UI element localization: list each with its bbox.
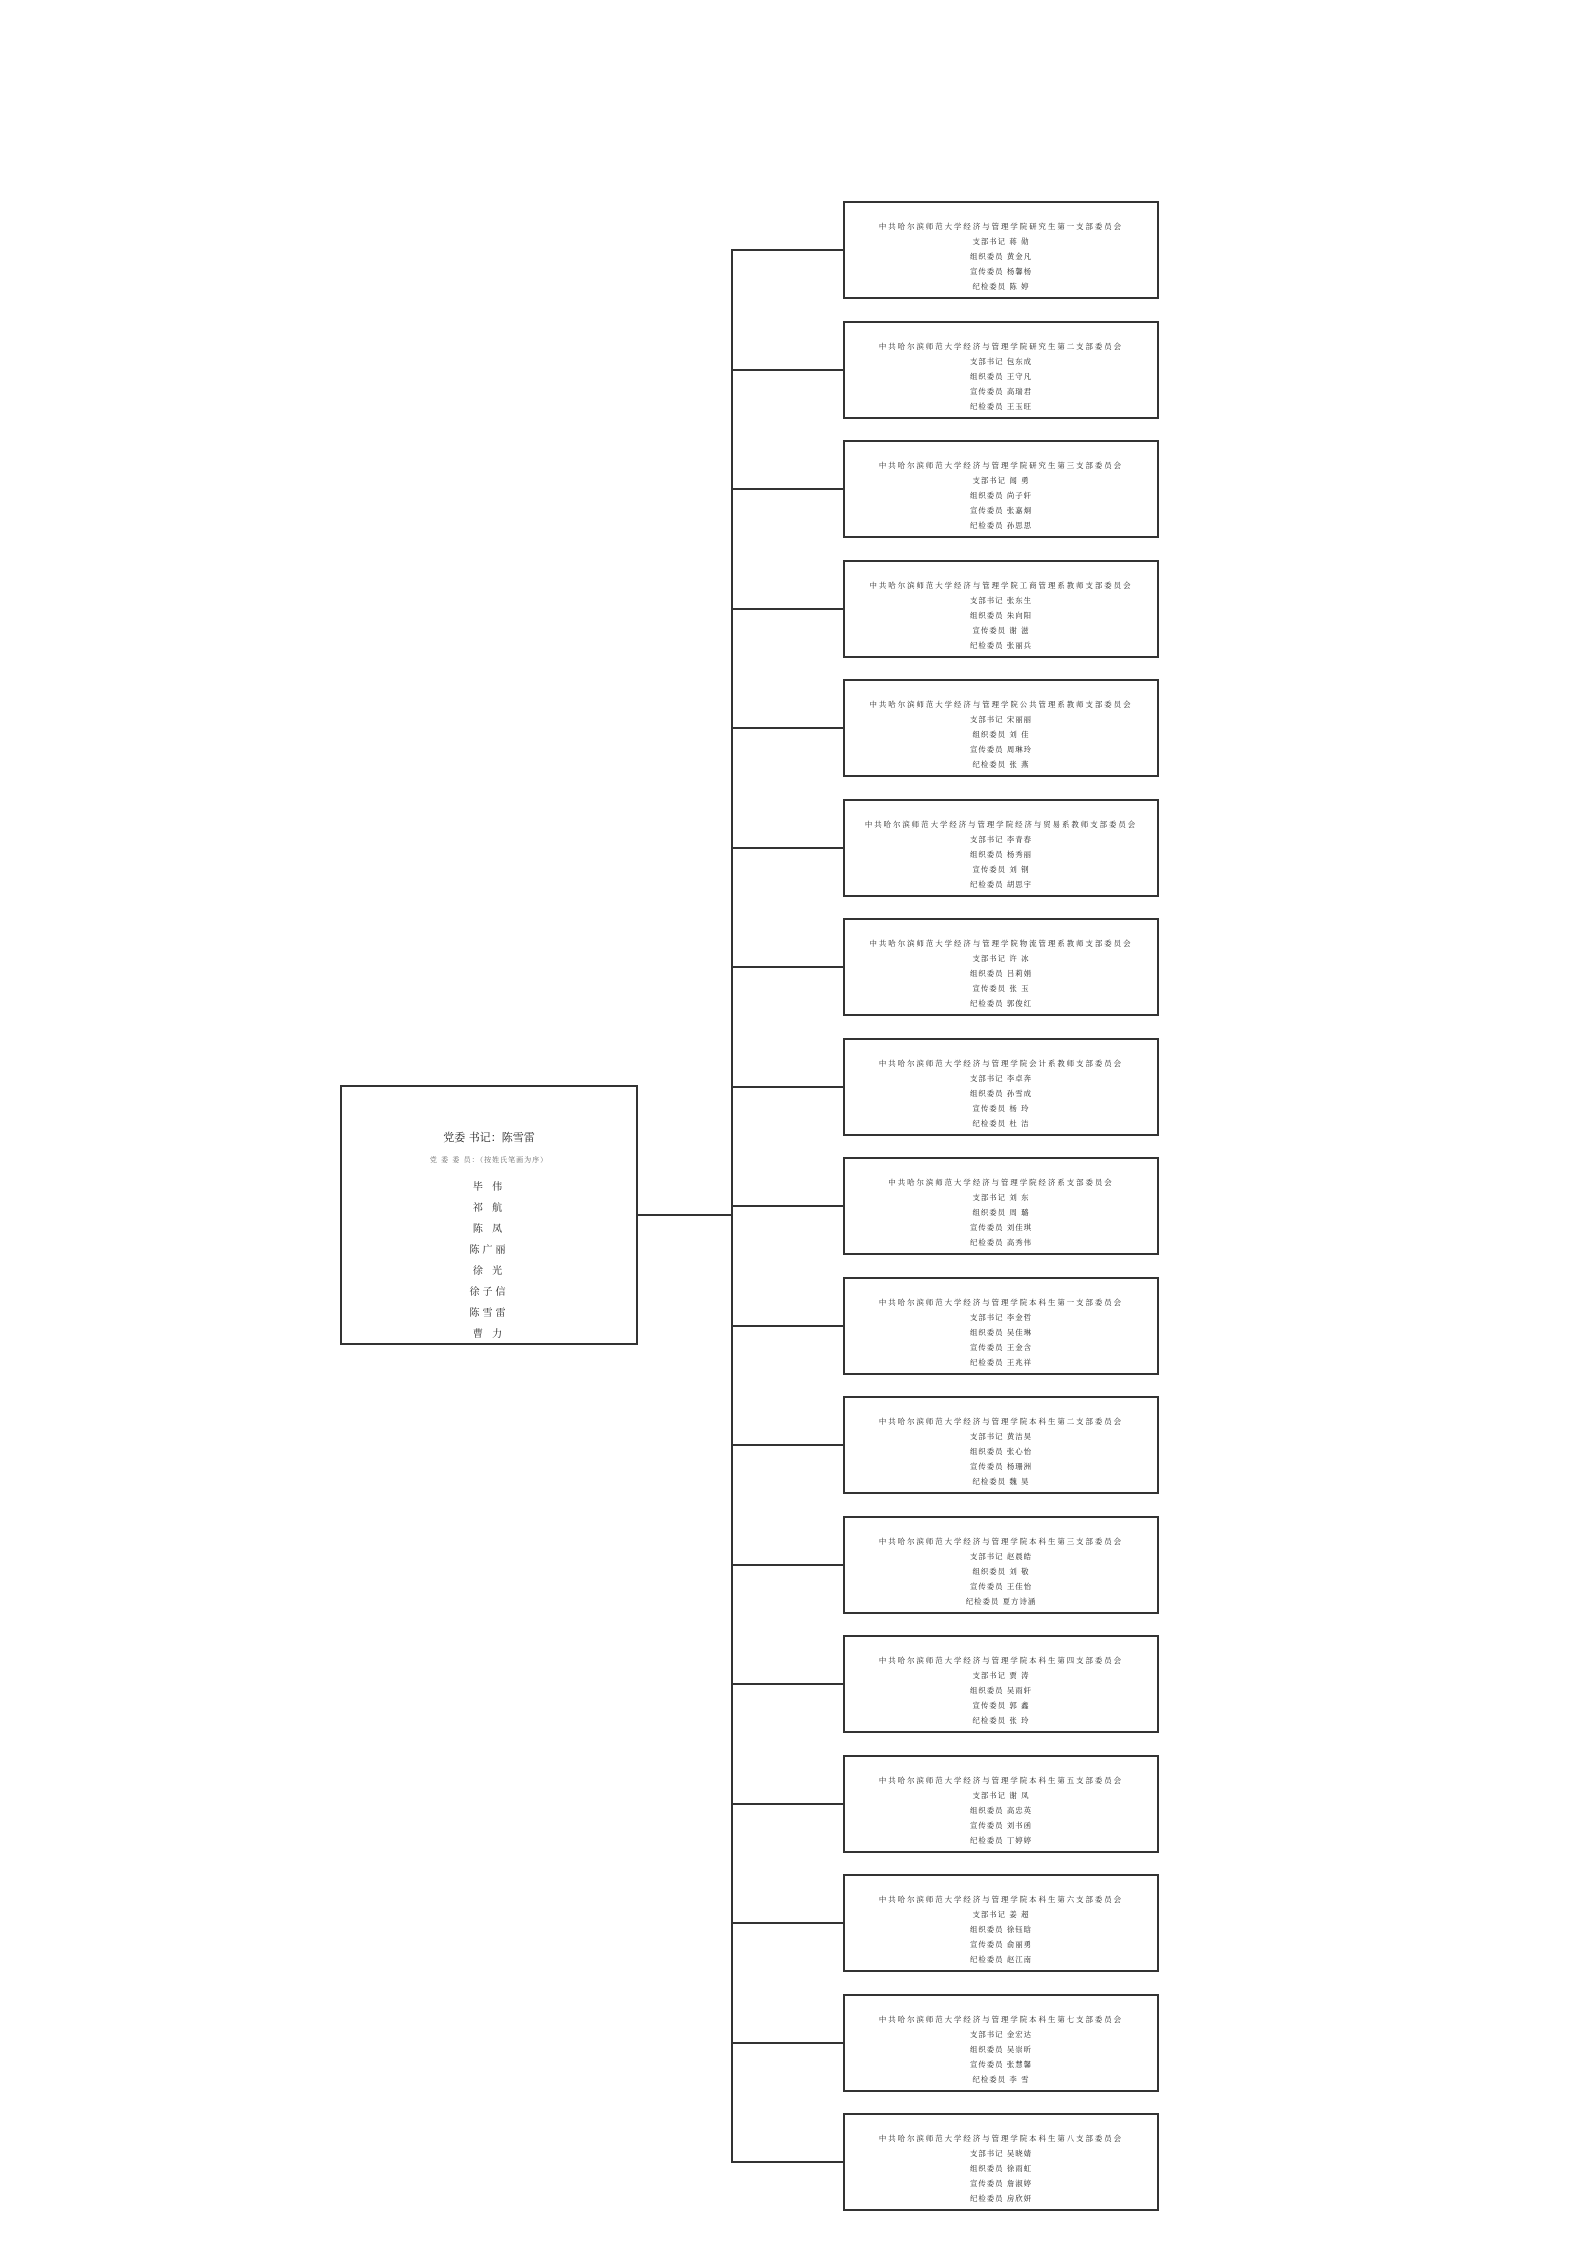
connector-line: [731, 2042, 843, 2044]
connector-line: [731, 608, 843, 610]
branch-officer: 纪检委员 张 燕: [972, 760, 1030, 769]
branch-officer: 宣传委员 谢 滋: [972, 626, 1030, 635]
branch-officer: 组织委员 徐钰晗: [969, 1925, 1033, 1934]
connector-line: [731, 1205, 843, 1207]
branch-committee-box: [843, 1277, 1159, 1375]
branch-officer: 支部书记 姜 超: [972, 1910, 1030, 1919]
branch-title: 中共哈尔滨师范大学经济与管理学院本科生第五支部委员会: [878, 1776, 1124, 1785]
committee-member: 陈雪雷: [469, 1308, 509, 1319]
branch-officer: 宣传委员 周琳玲: [969, 745, 1033, 754]
branch-title: 中共哈尔滨师范大学经济与管理学院本科生第八支部委员会: [878, 2134, 1124, 2143]
branch-committee-box: [843, 440, 1159, 538]
branch-officer: 纪检委员 丁婷婷: [969, 1836, 1033, 1845]
branch-officer: 宣传委员 王佳怡: [969, 1582, 1033, 1591]
branch-officer: 支部书记 贾 涛: [972, 1671, 1030, 1680]
branch-officer: 纪检委员 夏方诗涵: [965, 1597, 1037, 1606]
branch-officer: 宣传委员 刘佳琪: [969, 1223, 1033, 1232]
root-connector-line: [638, 1214, 733, 1216]
branch-officer: 支部书记 谢 凤: [972, 1791, 1030, 1800]
connector-line: [731, 847, 843, 849]
branch-officer: 组织委员 刘 敬: [972, 1567, 1030, 1576]
connector-line: [731, 1803, 843, 1805]
branch-title: 中共哈尔滨师范大学经济与管理学院研究生第一支部委员会: [878, 222, 1124, 231]
branch-officer: 纪检委员 杜 洁: [972, 1119, 1030, 1128]
branch-title: 中共哈尔滨师范大学经济与管理学院经济与贸易系教师支部委员会: [864, 820, 1138, 829]
committee-member: 徐子信: [469, 1287, 509, 1298]
trunk-line: [731, 249, 733, 2163]
branch-officer: 宣传委员 杨珊洲: [969, 1462, 1033, 1471]
committee-member: 徐 光: [472, 1266, 506, 1277]
branch-officer: 宣传委员 张 玉: [972, 984, 1030, 993]
branch-officer: 纪检委员 张丽兵: [969, 641, 1033, 650]
branch-committee-box: [843, 1874, 1159, 1972]
branch-officer: 组织委员 吴佳琳: [969, 1328, 1033, 1337]
branch-title: 中共哈尔滨师范大学经济与管理学院经济系支部委员会: [888, 1178, 1114, 1187]
branch-officer: 宣传委员 杨馨杨: [969, 267, 1033, 276]
branch-officer: 宣传委员 王金含: [969, 1343, 1033, 1352]
branch-title: 中共哈尔滨师范大学经济与管理学院本科生第六支部委员会: [878, 1895, 1124, 1904]
branch-officer: 支部书记 吴晓婧: [969, 2149, 1033, 2158]
branch-committee-box: [843, 679, 1159, 777]
branch-committee-box: [843, 321, 1159, 419]
connector-line: [731, 727, 843, 729]
committee-member: 陈 凤: [472, 1224, 506, 1235]
branch-officer: 宣传委员 张嘉炯: [969, 506, 1033, 515]
branch-officer: 组织委员 朱向阳: [969, 611, 1033, 620]
branch-title: 中共哈尔滨师范大学经济与管理学院研究生第二支部委员会: [878, 342, 1124, 351]
branch-officer: 支部书记 张东生: [969, 596, 1033, 605]
branch-officer: 纪检委员 王玉旺: [969, 402, 1033, 411]
branch-title: 中共哈尔滨师范大学经济与管理学院本科生第一支部委员会: [878, 1298, 1124, 1307]
branch-officer: 组织委员 王守凡: [969, 372, 1033, 381]
branch-officer: 支部书记 金宏达: [969, 2030, 1033, 2039]
branch-officer: 组织委员 高忠英: [969, 1806, 1033, 1815]
branch-title: 中共哈尔滨师范大学经济与管理学院会计系教师支部委员会: [878, 1059, 1124, 1068]
branch-officer: 纪检委员 魏 昊: [972, 1477, 1030, 1486]
connector-line: [731, 1444, 843, 1446]
branch-officer: 纪检委员 房欣妍: [969, 2194, 1033, 2203]
connector-line: [731, 369, 843, 371]
branch-officer: 宣传委员 刘书函: [969, 1821, 1033, 1830]
committee-member: 毕 伟: [472, 1182, 506, 1193]
branch-officer: 组织委员 徐雨虹: [969, 2164, 1033, 2173]
branch-officer: 纪检委员 孙思思: [969, 521, 1033, 530]
branch-officer: 宣传委员 张慧馨: [969, 2060, 1033, 2069]
connector-line: [731, 1922, 843, 1924]
branch-title: 中共哈尔滨师范大学经济与管理学院本科生第四支部委员会: [878, 1656, 1124, 1665]
branch-officer: 支部书记 许 冰: [972, 954, 1030, 963]
branch-officer: 支部书记 宋丽丽: [969, 715, 1033, 724]
branch-officer: 支部书记 李青春: [969, 835, 1033, 844]
branch-officer: 宣传委员 詹淑婷: [969, 2179, 1033, 2188]
committee-secretary-title: 党委 书记：陈雪雷: [443, 1131, 535, 1144]
branch-committee-box: [843, 2113, 1159, 2211]
party-committee-box: [340, 1085, 638, 1345]
branch-officer: 宣传委员 杨 玲: [972, 1104, 1030, 1113]
connector-line: [731, 1325, 843, 1327]
branch-title: 中共哈尔滨师范大学经济与管理学院本科生第二支部委员会: [878, 1417, 1124, 1426]
connector-line: [731, 488, 843, 490]
branch-committee-box: [843, 1038, 1159, 1136]
branch-officer: 纪检委员 张 玲: [972, 1716, 1030, 1725]
branch-committee-box: [843, 1635, 1159, 1733]
committee-members-note: 党 委 委 员：（按姓氏笔画为序）: [429, 1156, 549, 1164]
branch-officer: 组织委员 吴雨轩: [969, 1686, 1033, 1695]
branch-title: 中共哈尔滨师范大学经济与管理学院工商管理系教师支部委员会: [869, 581, 1133, 590]
branch-committee-box: [843, 560, 1159, 658]
branch-officer: 支部书记 李卓奔: [969, 1074, 1033, 1083]
branch-officer: 组织委员 周 璐: [972, 1208, 1030, 1217]
branch-committee-box: [843, 799, 1159, 897]
branch-officer: 纪检委员 王兆祥: [969, 1358, 1033, 1367]
branch-committee-box: [843, 918, 1159, 1016]
branch-officer: 支部书记 赵晨皓: [969, 1552, 1033, 1561]
branch-officer: 组织委员 吕莉娟: [969, 969, 1033, 978]
branch-committee-box: [843, 1516, 1159, 1614]
branch-officer: 纪检委员 赵江南: [969, 1955, 1033, 1964]
branch-officer: 支部书记 闻 勇: [972, 476, 1030, 485]
connector-line: [731, 966, 843, 968]
branch-officer: 纪检委员 胡思宇: [969, 880, 1033, 889]
connector-line: [731, 249, 843, 251]
branch-officer: 组织委员 吴崇昕: [969, 2045, 1033, 2054]
branch-committee-box: [843, 1994, 1159, 2092]
branch-officer: 支部书记 包东成: [969, 357, 1033, 366]
branch-officer: 组织委员 张心怡: [969, 1447, 1033, 1456]
branch-officer: 支部书记 黄洁昊: [969, 1432, 1033, 1441]
branch-title: 中共哈尔滨师范大学经济与管理学院研究生第三支部委员会: [878, 461, 1124, 470]
branch-officer: 支部书记 刘 东: [972, 1193, 1030, 1202]
branch-officer: 纪检委员 陈 婷: [972, 282, 1030, 291]
branch-officer: 纪检委员 李 雪: [972, 2075, 1030, 2084]
committee-member: 祁 航: [472, 1203, 506, 1214]
branch-officer: 组织委员 杨秀丽: [969, 850, 1033, 859]
branch-title: 中共哈尔滨师范大学经济与管理学院公共管理系教师支部委员会: [869, 700, 1133, 709]
branch-committee-box: [843, 1755, 1159, 1853]
branch-officer: 纪检委员 郭俊红: [969, 999, 1033, 1008]
branch-title: 中共哈尔滨师范大学经济与管理学院物流管理系教师支部委员会: [869, 939, 1133, 948]
branch-committee-box: [843, 1396, 1159, 1494]
branch-officer: 支部书记 蒋 勋: [972, 237, 1030, 246]
branch-officer: 组织委员 孙雪成: [969, 1089, 1033, 1098]
connector-line: [731, 1683, 843, 1685]
branch-committee-box: [843, 201, 1159, 299]
branch-title: 中共哈尔滨师范大学经济与管理学院本科生第三支部委员会: [878, 1537, 1124, 1546]
connector-line: [731, 2161, 843, 2163]
branch-officer: 宣传委员 刘 钢: [972, 865, 1030, 874]
branch-officer: 宣传委员 俞丽勇: [969, 1940, 1033, 1949]
branch-officer: 宣传委员 郭 鑫: [972, 1701, 1030, 1710]
branch-officer: 组织委员 尚子轩: [969, 491, 1033, 500]
branch-title: 中共哈尔滨师范大学经济与管理学院本科生第七支部委员会: [878, 2015, 1124, 2024]
branch-officer: 纪检委员 高秀伟: [969, 1238, 1033, 1247]
branch-officer: 组织委员 刘 佳: [972, 730, 1030, 739]
connector-line: [731, 1086, 843, 1088]
branch-officer: 支部书记 李金哲: [969, 1313, 1033, 1322]
branch-officer: 宣传委员 高瑞君: [969, 387, 1033, 396]
committee-member: 曹 力: [472, 1329, 506, 1340]
branch-officer: 组织委员 黄金凡: [969, 252, 1033, 261]
branch-committee-box: [843, 1157, 1159, 1255]
committee-member: 陈广丽: [469, 1245, 509, 1256]
connector-line: [731, 1564, 843, 1566]
